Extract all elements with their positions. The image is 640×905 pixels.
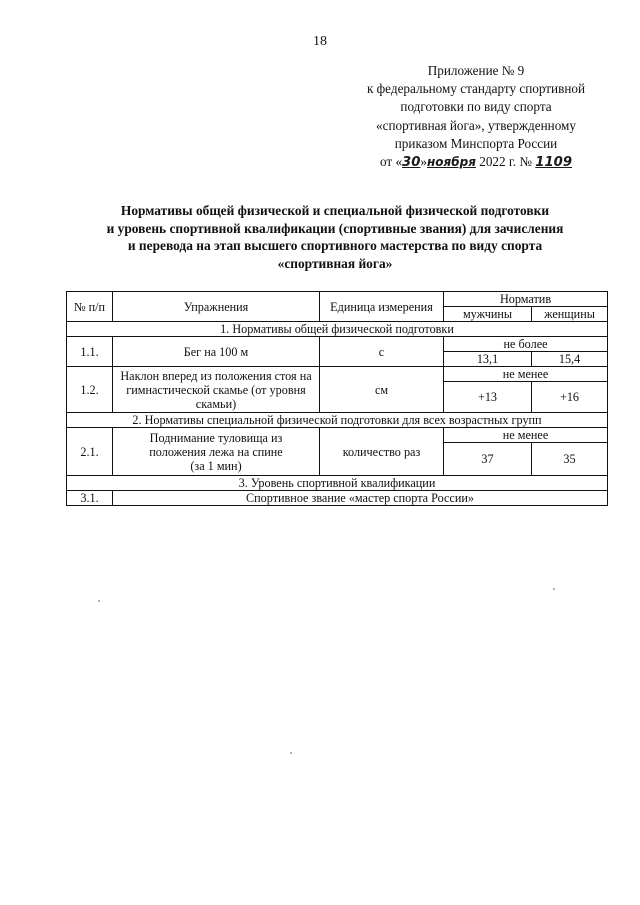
table-row — [67, 428, 608, 443]
annex-line-2: к федеральному стандарту спортивной — [366, 81, 586, 97]
header-men: мужчины — [444, 307, 532, 322]
row-exercise: Бег на 100 м — [113, 337, 320, 367]
page-number: 18 — [313, 34, 327, 49]
table-row — [67, 337, 608, 352]
row-exercise — [113, 428, 320, 476]
section-row-3 — [67, 476, 608, 491]
date-prefix: от « — [379, 154, 403, 170]
row-unit: количество раз — [320, 428, 444, 476]
scan-speck — [290, 752, 292, 754]
row-women-value: +16 — [532, 382, 608, 413]
handwritten-day: 30 — [402, 155, 421, 171]
row-num: 2.1. — [67, 428, 113, 476]
header-unit: Единица измерения — [320, 292, 444, 322]
norms-table — [66, 291, 608, 506]
row-unit: см — [320, 367, 444, 413]
annex-block — [340, 62, 612, 172]
date-mid: » — [420, 154, 427, 170]
header-norm: Норматив — [444, 292, 608, 307]
row-exercise-line-1: Поднимание туловища из — [149, 430, 283, 445]
annex-line-4: «спортивная йога», утвержденному — [376, 117, 576, 133]
section-1-title: 1. Нормативы общей физической подготовки — [67, 322, 608, 337]
section-3-title: 3. Уровень спортивной квалификации — [67, 476, 608, 491]
row-men-value: 37 — [444, 443, 532, 476]
row-num: 1.1. — [67, 337, 113, 367]
row-women-value: 35 — [532, 443, 608, 476]
row-men-value: 13,1 — [444, 352, 532, 367]
row-condition: не более — [444, 337, 608, 352]
scan-speck — [98, 600, 100, 602]
annex-line-5: приказом Минспорта России — [394, 135, 558, 151]
row-num: 3.1. — [67, 491, 113, 506]
table-row — [67, 367, 608, 382]
header-row-1 — [67, 292, 608, 307]
title-line-4: «спортивная йога» — [277, 255, 393, 271]
row-num: 1.2. — [67, 367, 113, 413]
header-num: № п/п — [67, 292, 113, 322]
table-row — [67, 491, 608, 506]
annex-line-3: подготовки по виду спорта — [400, 99, 552, 115]
row-exercise-line-2: положения лежа на спине — [149, 444, 283, 459]
annex-date-line — [340, 153, 612, 172]
row-qualification: Спортивное звание «мастер спорта России» — [113, 491, 608, 506]
document-title — [70, 202, 600, 272]
row-condition: не менее — [444, 367, 608, 382]
title-line-3: и перевода на этап высшего спортивного мастерства по виду спорта — [127, 238, 543, 254]
header-exercise: Упражнения — [113, 292, 320, 322]
annex-title: Приложение № 9 — [427, 63, 525, 78]
title-line-1: Нормативы общей физической и специальной физической подготовки — [120, 203, 550, 218]
title-line-2: и уровень спортивной квалификации (спортивные звания) для зачисления — [106, 220, 564, 236]
row-women-value: 15,4 — [532, 352, 608, 367]
section-row-2 — [67, 413, 608, 428]
header-women: женщины — [532, 307, 608, 322]
row-exercise: Наклон вперед из положения стоя на гимнастической скамье (от уровня скамьи) — [113, 367, 320, 413]
row-men-value: +13 — [444, 382, 532, 413]
row-exercise-line-3: (за 1 мин) — [190, 458, 242, 473]
handwritten-month: ноября — [427, 155, 476, 170]
row-condition: не менее — [444, 428, 608, 443]
row-unit: с — [320, 337, 444, 367]
date-year: 2022 г. № — [479, 154, 532, 170]
section-2-title: 2. Нормативы специальной физической подготовки для всех возрастных групп — [67, 413, 608, 428]
handwritten-number: 1109 — [535, 155, 573, 171]
section-row-1 — [67, 322, 608, 337]
scan-speck — [553, 588, 555, 590]
